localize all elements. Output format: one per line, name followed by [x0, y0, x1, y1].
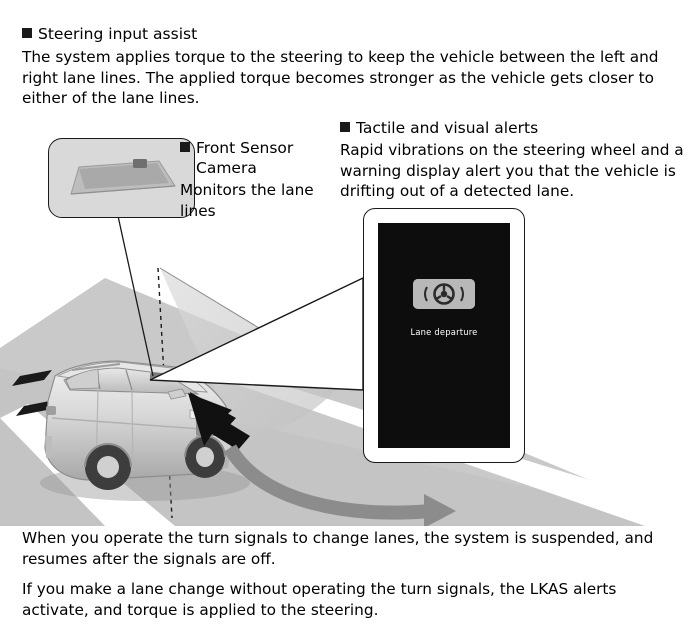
tactile-alerts-heading-text: Tactile and visual alerts: [356, 119, 539, 137]
bottom-notes-section: [22, 528, 687, 620]
tactile-alerts-paragraph: Rapid vibrations on the steering wheel and a warning display alert you that the vehicle is drifting out of a detected lane.: [340, 141, 684, 200]
bullet-square-icon: [340, 122, 350, 132]
front-sensor-camera-subtext: Monitors the lane lines: [180, 181, 314, 220]
illustration-area: [0, 118, 700, 526]
steering-wheel-warning-icon: [413, 279, 475, 309]
front-sensor-camera-label: [180, 138, 340, 221]
bullet-square-icon: [180, 142, 190, 152]
meter-display-caption: Lane departure: [410, 327, 478, 337]
meter-display-screen: [378, 223, 510, 448]
steering-wheel-glyph: [413, 279, 475, 309]
front-sensor-camera-heading: [180, 138, 340, 178]
meter-display-callout-box: [363, 208, 525, 463]
bottom-paragraph-2: If you make a lane change without operating the turn signals, the LKAS alerts activate, and torque is applied to the steering.: [22, 580, 617, 619]
bottom-paragraph-1: When you operate the turn signals to change lanes, the system is suspended, and resumes after the signals are off.: [22, 529, 654, 568]
tactile-alerts-heading: [340, 118, 690, 138]
tactile-visual-alerts-section: [340, 118, 690, 202]
front-sensor-camera-callout-box: [48, 138, 195, 218]
steering-input-assist-paragraph: The system applies torque to the steering to keep the vehicle between the left and right lane lines. The applied torque becomes stronger as the vehicle gets closer to either of the lane lines.: [22, 48, 659, 107]
camera-closeup-graphic: [49, 139, 194, 217]
steering-input-assist-heading-text: Steering input assist: [38, 25, 198, 43]
front-sensor-camera-heading-text: Front Sensor Camera: [196, 139, 294, 177]
steering-input-assist-section: [22, 24, 682, 109]
bullet-square-icon: [22, 28, 32, 38]
steering-input-assist-heading: [22, 24, 682, 44]
